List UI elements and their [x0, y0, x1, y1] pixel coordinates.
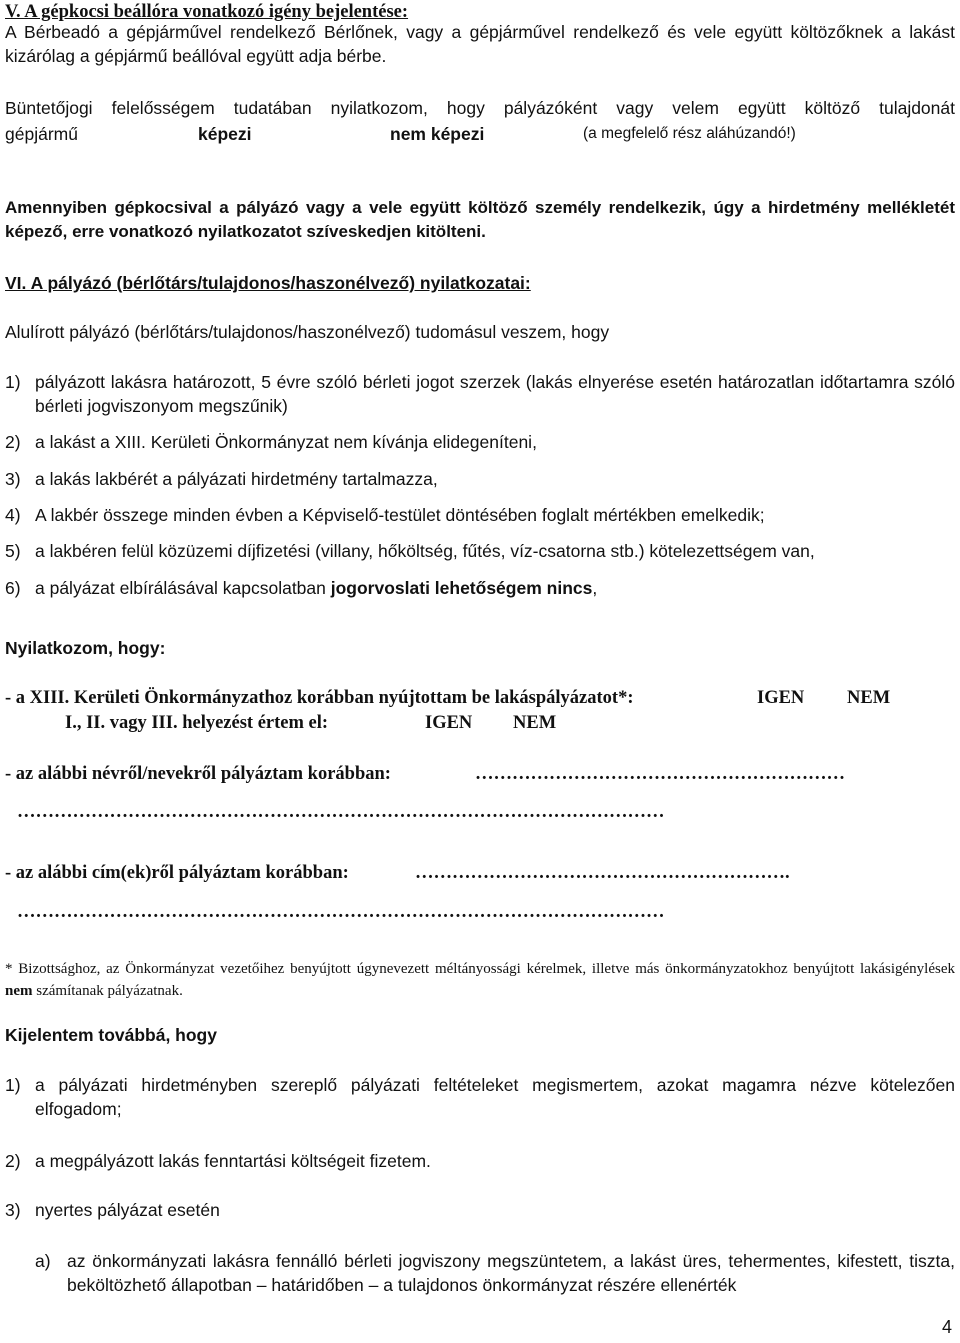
- names-label: - az alábbi névről/nevekről pályáztam korábban:: [5, 764, 391, 784]
- section-v-declaration: Büntetőjogi felelősségem tudatában nyilatkozom, hogy pályázóként vagy velem együtt költöző tulajdonát: [5, 98, 955, 118]
- option-nem[interactable]: NEM: [847, 688, 891, 708]
- list-item-number: 6): [5, 578, 21, 598]
- list-item-text: a lakbéren felül közüzemi díjfizetési (villany, hőköltség, fűtés, víz-csatorna stb.) kötelezettségem van,: [35, 541, 815, 561]
- underline-note: (a megfelelő rész aláhúzandó!): [583, 125, 796, 142]
- footnote: * Bizottsághoz, az Önkormányzat vezetőihez benyújtott úgynevezett méltányossági kérelmek, illetve más önkormányzatokhoz benyújtott lakásigénylések nem számítanak pályázatnak.: [5, 961, 955, 999]
- names-field-continuation[interactable]: ……………………………………………………………………………………………: [17, 802, 665, 822]
- address-label: - az alábbi cím(ek)ről pályáztam korábban:: [5, 863, 349, 883]
- option-nem-kepezi[interactable]: nem képezi: [390, 124, 485, 144]
- nyilatkozom-heading: Nyilatkozom, hogy:: [5, 638, 166, 658]
- list-item: [5, 503, 955, 527]
- section-vi-intro: Alulírott pályázó (bérlőtárs/tulajdonos/haszonélvező) tudomásul veszem, hogy: [5, 322, 610, 342]
- list-item: [5, 467, 955, 491]
- list-item: [5, 430, 955, 454]
- option-igen[interactable]: IGEN: [425, 713, 473, 733]
- address-field-continuation[interactable]: ……………………………………………………………………………………………: [17, 902, 665, 922]
- list-item: [5, 1073, 955, 1121]
- option-nem[interactable]: NEM: [513, 713, 557, 733]
- list-item-text: a pályázati hirdetményben szereplő pályázati feltételeket megismertem, azokat magamra nézve kötelezően elfogadom;: [35, 1075, 955, 1119]
- section-v-heading: V. A gépkocsi beállóra vonatkozó igény bejelentése:: [5, 2, 409, 22]
- list-item-number: 5): [5, 541, 21, 561]
- list-item: [5, 539, 955, 563]
- names-row-2: [5, 800, 955, 824]
- address-row-2: [5, 900, 955, 924]
- section-v-bold-note: Amennyiben gépkocsival a pályázó vagy a vele együtt költöző személy rendelkezik, úgy a hirdetmény mellékletét képező, erre vonatkozó nyilatkozatot szíveskedjen kitölteni.: [5, 198, 955, 241]
- no-legal-remedy-text: jogorvoslati lehetőségem nincs: [330, 578, 593, 598]
- sub-list-item: [5, 1249, 955, 1297]
- list-item-number: 2): [5, 1151, 21, 1171]
- sub-list-item-letter: a): [35, 1251, 51, 1271]
- names-field[interactable]: ……………………………………………………: [475, 764, 845, 784]
- list-item-number: 3): [5, 1200, 21, 1220]
- placement-label: I., II. vagy III. helyezést értem el:: [65, 713, 329, 733]
- option-kepezi[interactable]: képezi: [198, 124, 252, 144]
- list-item-number: 1): [5, 1075, 21, 1095]
- address-row: [5, 861, 955, 885]
- list-item-text: a pályázat elbírálásával kapcsolatban: [35, 578, 331, 598]
- vehicle-label: gépjármű: [5, 124, 78, 144]
- list-item-number: 4): [5, 505, 21, 525]
- names-row: [5, 762, 955, 786]
- list-item: [5, 370, 955, 418]
- list-item: [5, 1149, 955, 1173]
- list-item-text: A lakbér összege minden évben a Képviselő-testület döntésében foglalt mértékben emelkedik;: [35, 505, 765, 525]
- list-item-number: 2): [5, 432, 21, 452]
- section-v-intro: A Bérbeadó a gépjárművel rendelkező Bérlőnek, vagy a gépjárművel rendelkező és vele együtt költözőknek a lakást kizárólag a gépjármű beállóval együtt adja bérbe.: [5, 22, 955, 66]
- list-item-text: a lakást a XIII. Kerületi Önkormányzat nem kívánja elidegeníteni,: [35, 432, 537, 452]
- list-item: [5, 1198, 955, 1222]
- list-item: 6) a pályázat elbírálásával kapcsolatban jogorvoslati lehetőségem nincs,: [5, 578, 598, 598]
- vehicle-choice-row: [5, 122, 955, 146]
- list-item-text: pályázott lakásra határozott, 5 évre szóló bérleti jogot szerzek (lakás elnyerése esetén határozatlan időtartamra szóló bérleti jogviszonyom megszűnik): [35, 372, 955, 416]
- list-item-text: nyertes pályázat esetén: [35, 1200, 220, 1220]
- list-item-text: a lakás lakbérét a pályázati hirdetmény tartalmazza,: [35, 469, 438, 489]
- list-item-text: a megpályázott lakás fenntartási költségeit fizetem.: [35, 1151, 431, 1171]
- sub-list-item-text: az önkormányzati lakásra fennálló bérleti jogviszony megszüntetem, a lakást üres, tehermentes, kifestett, tiszta, beköltözhető állapotban – határidőben – a tulajdonos önkormányzat részére ellenérték: [67, 1251, 955, 1295]
- previous-application-row: [5, 686, 955, 710]
- placement-row: [5, 711, 955, 735]
- section-vi-heading: VI. A pályázó (bérlőtárs/tulajdonos/haszonélvező) nyilatkozatai:: [5, 273, 531, 293]
- previous-application-label: - a XIII. Kerületi Önkormányzathoz korábban nyújtottam be lakáspályázatot*:: [5, 688, 634, 708]
- list-item-number: 1): [5, 372, 21, 392]
- list-item-number: 3): [5, 469, 21, 489]
- page-number: 4: [941, 1317, 952, 1337]
- address-field[interactable]: …………………………………………………….: [415, 863, 790, 883]
- option-igen[interactable]: IGEN: [757, 688, 805, 708]
- kijelentem-heading: Kijelentem továbbá, hogy: [5, 1025, 217, 1045]
